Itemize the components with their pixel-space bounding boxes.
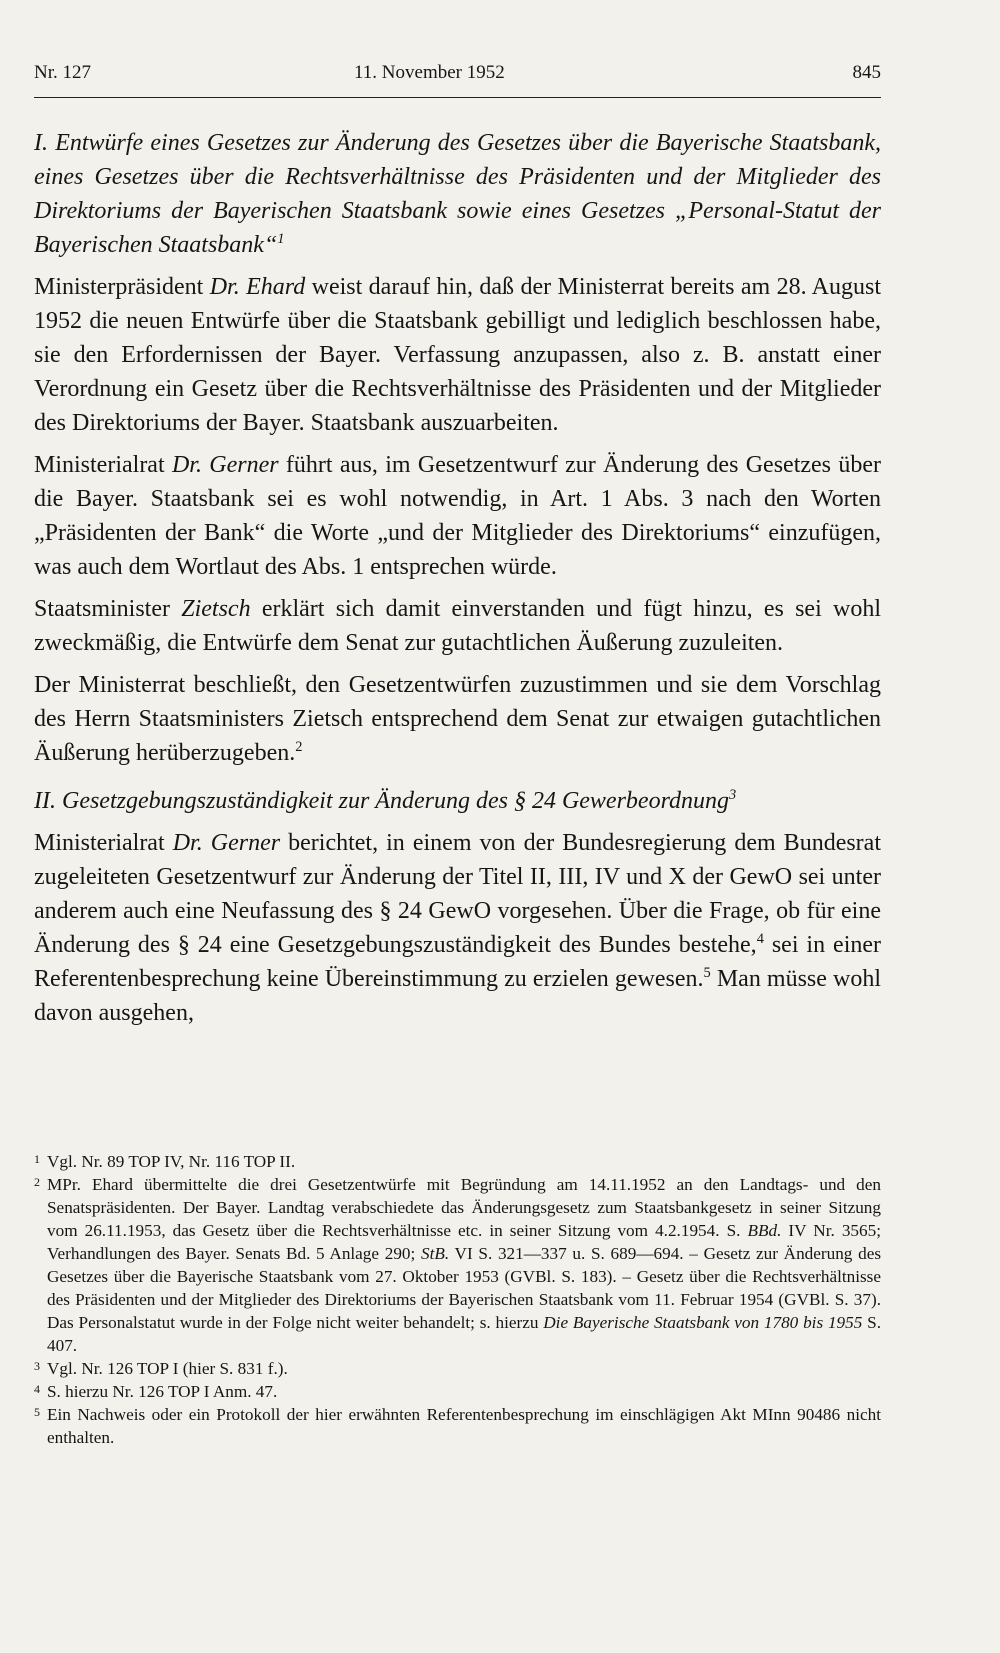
footnote-number: 5 — [34, 1405, 40, 1419]
protocol-number: Nr. 127 — [34, 62, 91, 83]
header-date: 11. November 1952 — [354, 62, 505, 83]
footnote-1: 1 Vgl. Nr. 89 TOP IV, Nr. 116 TOP II. — [34, 1150, 881, 1173]
page-number: 845 — [852, 62, 881, 83]
section-2-heading: II. Gesetzgebungszuständigkeit zur Änderung des § 24 Gewerbeordnung$^3$ — [34, 787, 737, 814]
footnote-number: 4 — [34, 1382, 40, 1396]
speaker-name: Dr. Gerner — [172, 830, 281, 856]
footnote-4: 4 S. hierzu Nr. 126 TOP I Anm. 47. — [34, 1380, 881, 1403]
section-2-paragraph: Ministerialrat Dr. Gerner berichtet, in einem von der Bundesregierung dem Bundesrat zugeleiteten Gesetzentwurf zur Änderung der Titel II, III, IV und X der GewO sei unter anderem auch eine Neufassung des § 24 GewO vorgesehen. Über die Frage, ob für eine Änderung des § 24 eine Gesetzgebungszuständigkeit des Bundes bestehe,$^4$ sei in einer Referentenbesprechung keine Übereinstimmung zu erzielen gewesen.$^5$ Man müsse wohl davon ausgehen, — [34, 830, 882, 1026]
section-1-paragraph: Ministerialrat Dr. Gerner führt aus, im Gesetzentwurf zur Änderung des Gesetzes über die Bayer. Staatsbank sei es wohl notwendig, in Art. 1 Abs. 3 nach den Worten „Präsidenten der Bank“ die Worte „und der Mitglieder des Direktoriums“ einzufügen, was auch dem Wortlaut des Abs. 1 entsprechen würde. — [34, 452, 881, 580]
header-rule — [34, 97, 881, 98]
footnote-5: 5 Ein Nachweis oder ein Protokoll der hier erwähnten Referentenbesprechung im einschlägigen Akt MInn 90486 nicht enthalten. — [34, 1403, 881, 1449]
footnote-3: 3 Vgl. Nr. 126 TOP I (hier S. 831 f.). — [34, 1357, 881, 1380]
footnote-ref[interactable]: 4 — [756, 931, 764, 947]
main-text — [34, 126, 881, 1030]
section-1-paragraph: Staatsminister Zietsch erklärt sich damit einverstanden und fügt hinzu, es sei wohl zweckmäßig, die Entwürfe dem Senat zur gutachtlichen Äußerung zuzuleiten. — [34, 596, 882, 656]
footnote-number: 1 — [34, 1152, 40, 1166]
speaker-name: Dr. Gerner — [171, 452, 279, 478]
footnote-ref[interactable]: 1 — [277, 231, 285, 247]
footnote-number: 2 — [34, 1175, 40, 1189]
footnote-number: 3 — [34, 1359, 40, 1373]
section-1-heading: I. Entwürfe eines Gesetzes zur Änderung des Gesetzes über die Bayerische Staatsbank, eines Gesetzes über die Rechtsverhältnisse des Präsidenten und der Mitglieder des Direktoriums der Bayerischen Staatsbank sowie eines Gesetzes „Personal-Statut der Bayerischen Staatsbank“$^1$ — [34, 130, 881, 258]
footnote-ref[interactable]: 3 — [729, 787, 737, 803]
section-1-resolution: Der Ministerrat beschließt, den Gesetzentwürfen zuzustimmen und sie dem Vorschlag des Herrn Staatsministers Zietsch entsprechend dem Senat zur etwaigen gutachtlichen Äußerung herüberzugeben.$^2$ — [34, 672, 881, 766]
running-header — [34, 62, 881, 92]
speaker-name: Zietsch — [181, 596, 251, 622]
footnote-ref[interactable]: 2 — [295, 739, 303, 755]
footnote-ref[interactable]: 5 — [703, 965, 711, 981]
speaker-name: Dr. Ehard — [209, 274, 306, 300]
section-1-paragraph: Ministerpräsident Dr. Ehard weist darauf hin, daß der Ministerrat bereits am 28. August 1952 die neuen Entwürfe über die Staatsbank gebilligt und lediglich beschlossen habe, sie den Erfordernissen der Bayer. Verfassung anzupassen, also z. B. anstatt einer Verordnung ein Gesetz über die Rechtsverhältnisse des Präsidenten und der Mitglieder des Direktoriums der Bayer. Staatsbank auszuarbeiten. — [34, 274, 881, 436]
footnotes — [34, 1150, 881, 1449]
footnote-2: 2 MPr. Ehard übermittelte die drei Gesetzentwürfe mit Begründung am 14.11.1952 an den Landtags- und den Senatspräsidenten. Der Bayer. Landtag verabschiedete das Änderungsgesetz zum Staatsbankgesetz in seiner Sitzung vom 26.11.1953, das Gesetz über die Rechtsverhältnisse etc. in seiner Sitzung vom 4.2.1954. S. BBd. IV Nr. 3565; Verhandlungen des Bayer. Senats Bd. 5 Anlage 290; StB. VI S. 321—337 u. S. 689—694. – Gesetz zur Änderung des Gesetzes über die Bayerische Staatsbank vom 27. Oktober 1953 (GVBl. S. 183). – Gesetz über die Rechtsverhältnisse des Präsidenten und der Mitglieder des Direktoriums der Bayerischen Staatsbank vom 11. Februar 1954 (GVBl. S. 37). Das Personalstatut wurde in der Folge nicht weiter behandelt; s. hierzu Die Bayerische Staatsbank von 1780 bis 1955 S. 407. — [34, 1173, 881, 1357]
